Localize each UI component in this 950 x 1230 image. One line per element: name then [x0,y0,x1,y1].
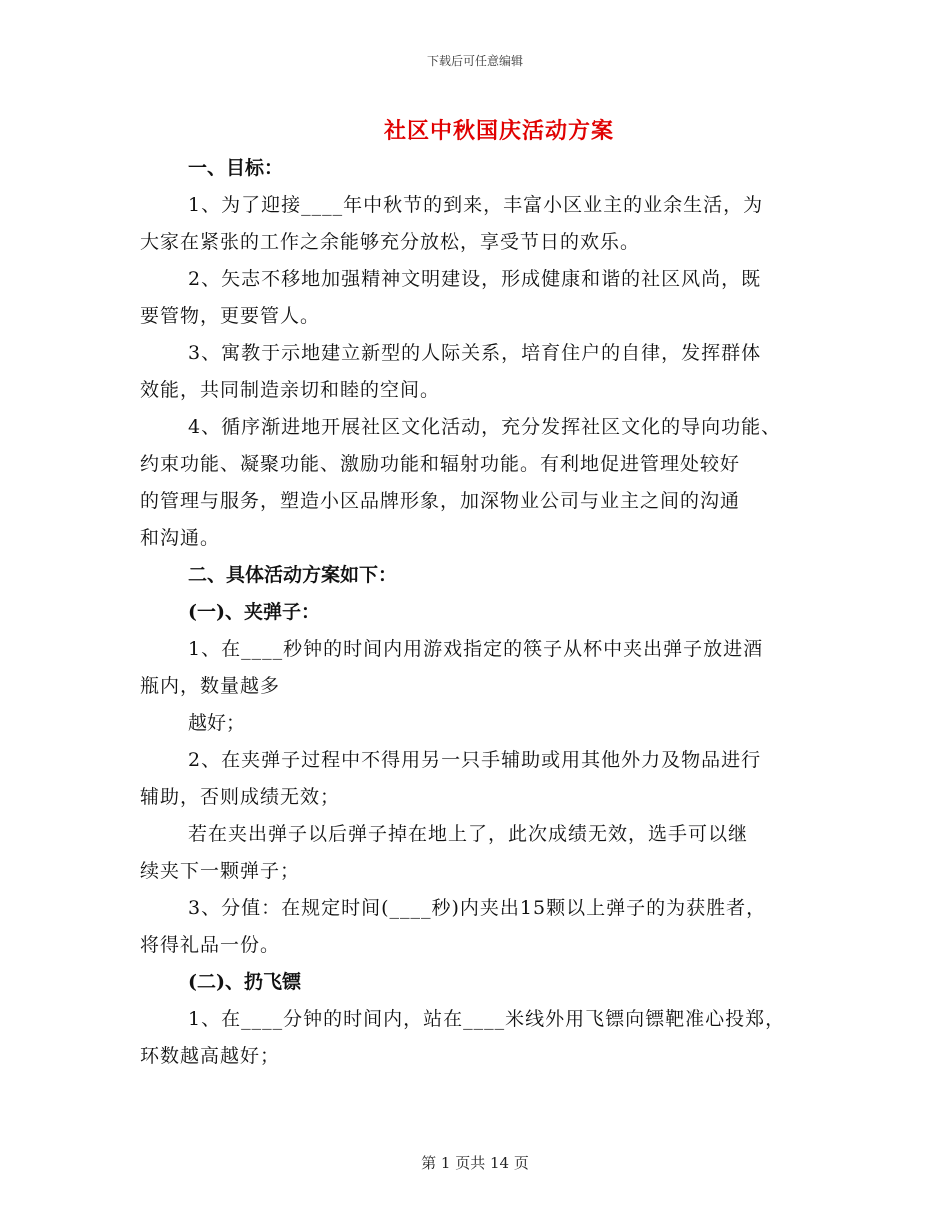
paragraph-goal-2 [140,261,820,335]
header-note: 下载后可任意编辑 [426,54,523,68]
text-line: 瓶内，数量越多 [140,675,281,697]
text-line: 1、在____分钟的时间内，站在____米线外用飞镖向镖靶准心投郑， [188,1008,786,1030]
page-footer: 第 1 页共 14 页 [421,1154,529,1172]
text-line: 2、矢志不移地加强精神文明建设，形成健康和谐的社区风尚，既 [188,268,762,290]
subsection-heading-activity-2: (二)、扔飞镖 [188,971,301,993]
section-heading-plan: 二、具体活动方案如下： [188,564,398,586]
text-line: 1、为了迎接____年中秋节的到来，丰富小区业主的业余生活，为 [188,194,764,216]
text-line: 4、循序渐进地开展社区文化活动，充分发挥社区文化的导向功能、 [188,416,782,438]
text-line: 环数越高越好； [140,1045,281,1067]
text-line: 大家在紧张的工作之余能够充分放松，享受节日的欢乐。 [140,231,641,253]
section-heading-goal: 一、目标： [188,157,284,179]
paragraph-goal-1 [140,187,820,261]
paragraph-goal-3 [140,335,820,409]
text-line: 辅助，否则成绩无效； [140,786,341,808]
document-body [140,150,820,1075]
paragraph-activity-2-rule-1 [140,1001,820,1075]
text-line: 续夹下一颗弹子； [140,860,301,882]
text-line: 要管物，更要管人。 [140,305,321,327]
text-line: 约束功能、凝聚功能、激励功能和辐射功能。有利地促进管理处较好 [140,453,741,475]
subsection-heading-activity-1: (一)、夹弹子： [188,601,320,623]
document-title: 社区中秋国庆活动方案 [383,118,614,144]
paragraph-goal-4 [140,409,820,557]
text-line: 和沟通。 [140,527,221,549]
text-line: 效能，共同制造亲切和睦的空间。 [140,379,441,401]
text-line: 3、分值：在规定时间(____秒)内夹出15颗以上弹子的为获胜者， [188,897,767,919]
paragraph-activity-1-rule-1 [140,631,820,705]
text-line: 越好； [188,712,246,734]
paragraph-activity-1-rule-2 [140,742,820,816]
text-line: 的管理与服务，塑造小区品牌形象，加深物业公司与业主之间的沟通 [140,490,741,512]
paragraph-activity-1-note [140,816,820,890]
paragraph-activity-1-rule-3 [140,890,820,964]
text-line: 若在夹出弹子以后弹子掉在地上了，此次成绩无效，选手可以继 [188,823,749,845]
text-line: 2、在夹弹子过程中不得用另一只手辅助或用其他外力及物品进行 [188,749,762,771]
text-line: 3、寓教于示地建立新型的人际关系，培育住户的自律，发挥群体 [188,342,762,364]
text-line: 将得礼品一份。 [140,934,281,956]
text-line: 1、在____秒钟的时间内用游戏指定的筷子从杯中夹出弹子放进酒 [188,638,764,660]
